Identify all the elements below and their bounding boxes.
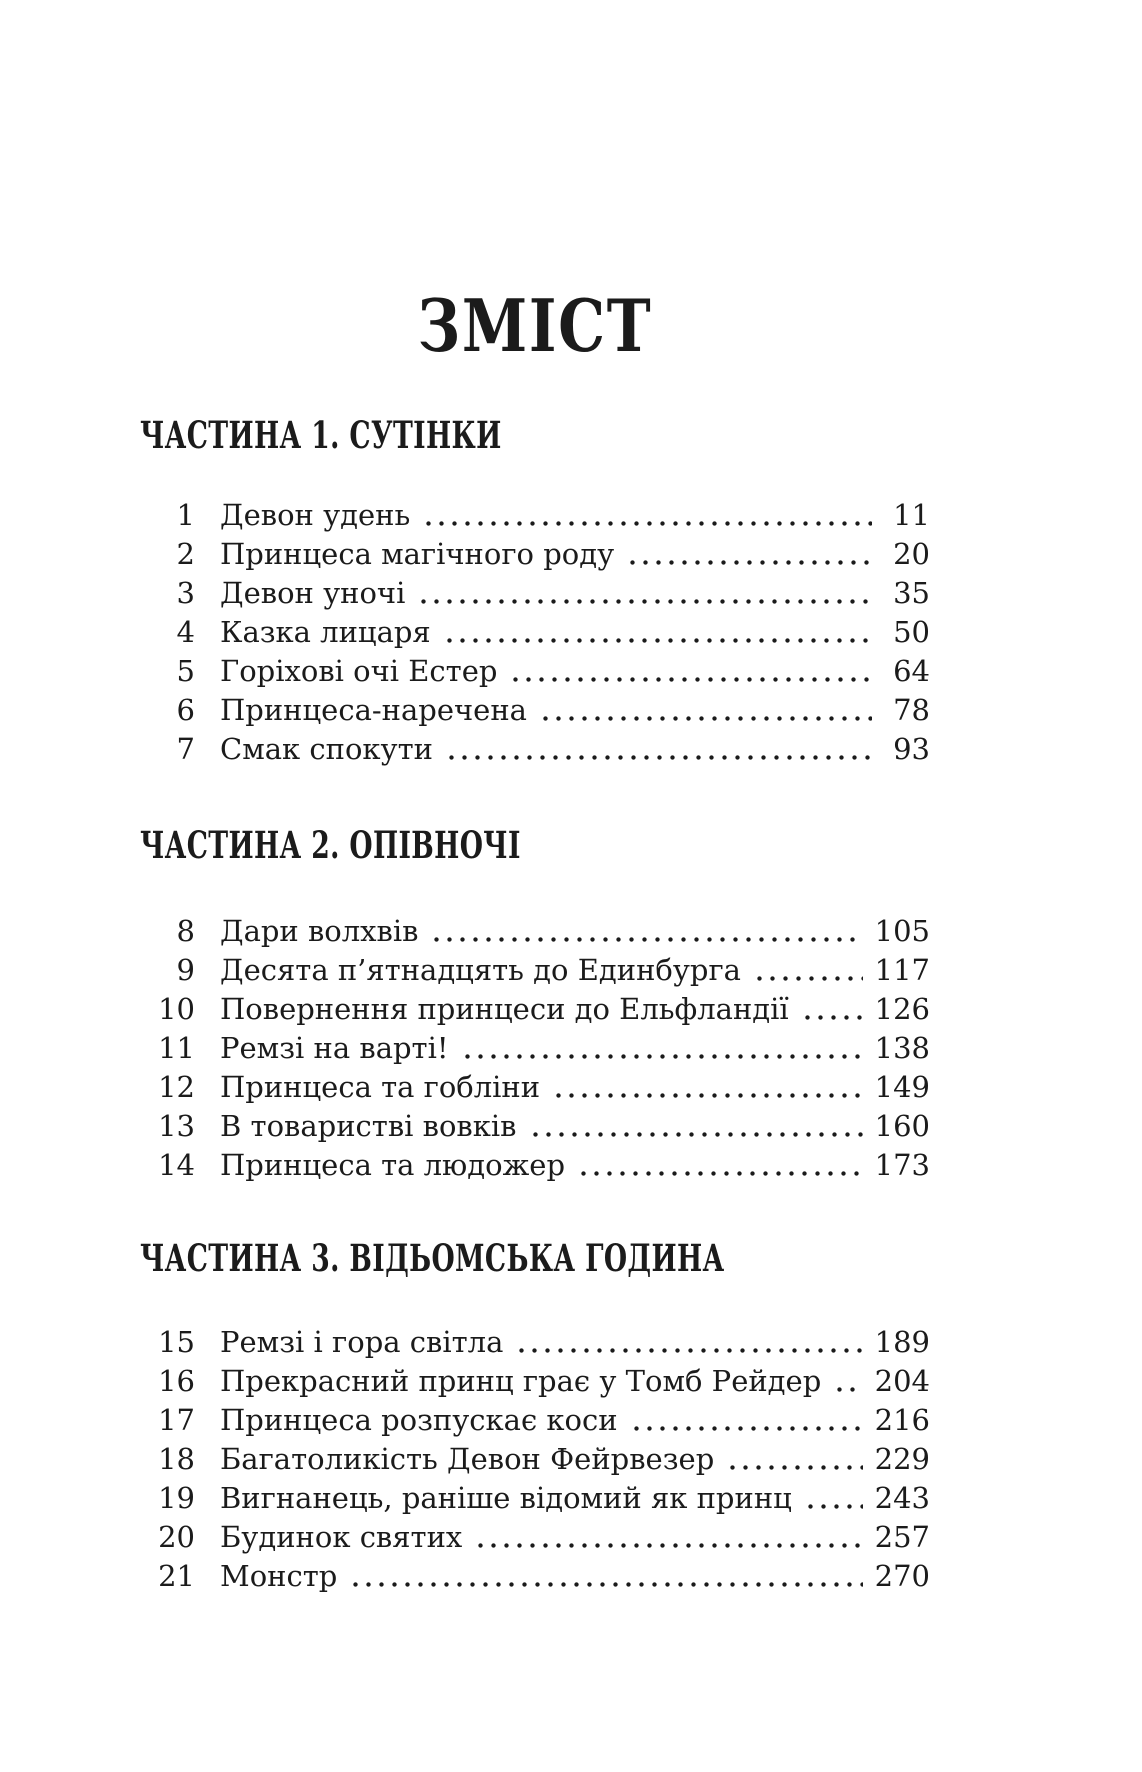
chapter-number: 15 — [158, 1325, 195, 1359]
page-number: 204 — [874, 1364, 930, 1398]
page-number: 138 — [874, 1031, 930, 1065]
chapter-number: 14 — [158, 1148, 195, 1182]
toc-row — [140, 1440, 930, 1479]
chapter-number: 12 — [158, 1070, 195, 1104]
dot-leader — [513, 1323, 862, 1362]
chapter-title: Десята п’ятнадцять до Единбурга — [220, 953, 741, 987]
page-number: 50 — [893, 615, 930, 649]
chapter-title: Багатоликість Девон Фейрвезер — [220, 1442, 715, 1476]
toc-row — [140, 613, 930, 652]
toc-row — [140, 1068, 930, 1107]
chapter-title: Принцеса-наречена — [220, 693, 527, 727]
chapter-number: 21 — [158, 1559, 195, 1593]
toc-row — [140, 1146, 930, 1185]
page-number: 117 — [874, 953, 930, 987]
toc-row — [140, 574, 930, 613]
chapter-list-part1 — [140, 496, 930, 769]
dot-leader — [441, 613, 872, 652]
page-number: 20 — [893, 537, 930, 571]
chapter-title: Ремзі і гора світла — [220, 1325, 504, 1359]
chapter-number: 4 — [176, 615, 195, 649]
toc-row — [140, 1401, 930, 1440]
dot-leader — [628, 1401, 863, 1440]
page-number: 105 — [874, 914, 930, 948]
chapter-number: 17 — [158, 1403, 195, 1437]
chapter-title: Повернення принцеси до Ельфландії — [220, 992, 789, 1026]
dot-leader — [415, 574, 872, 613]
dot-leader — [527, 1107, 863, 1146]
page-number: 126 — [874, 992, 930, 1026]
chapter-number: 11 — [158, 1031, 195, 1065]
chapter-title: Девон уночі — [220, 576, 406, 610]
chapter-title: Принцеса та гобліни — [220, 1070, 541, 1104]
chapter-title: Вигнанець, раніше відомий як принц — [220, 1481, 792, 1515]
chapter-number: 7 — [176, 732, 195, 766]
toc-row — [140, 1029, 930, 1068]
chapter-title: Казка лицаря — [220, 615, 431, 649]
chapter-list-part2 — [140, 912, 930, 1185]
toc-row — [140, 1107, 930, 1146]
page-number: 160 — [874, 1109, 930, 1143]
chapter-title: Монстр — [220, 1559, 338, 1593]
page-number: 216 — [874, 1403, 930, 1437]
chapter-number: 5 — [176, 654, 195, 688]
dot-leader — [472, 1518, 862, 1557]
page-number: 78 — [893, 693, 930, 727]
toc-row — [140, 496, 930, 535]
page-title: ЗМІСТ — [417, 283, 653, 368]
page-number: 229 — [874, 1442, 930, 1476]
toc-row — [140, 912, 930, 951]
toc-row — [140, 1362, 930, 1401]
chapter-number: 1 — [176, 498, 195, 532]
chapter-number: 19 — [158, 1481, 195, 1515]
dot-leader — [624, 535, 872, 574]
toc-row — [140, 1557, 930, 1596]
chapter-title: Дари волхвів — [220, 914, 419, 948]
page-number: 93 — [893, 732, 930, 766]
chapter-title: Будинок святих — [220, 1520, 463, 1554]
page-number: 257 — [874, 1520, 930, 1554]
dot-leader — [831, 1362, 862, 1401]
section-heading-part2: ЧАСТИНА 2. ОПІВНОЧІ — [140, 823, 521, 867]
dot-leader — [347, 1557, 862, 1596]
page-number: 173 — [874, 1148, 930, 1182]
page-number: 270 — [874, 1559, 930, 1593]
toc-row — [140, 1518, 930, 1557]
toc-row — [140, 691, 930, 730]
chapter-number: 9 — [176, 953, 195, 987]
chapter-title: Принцеса та людожер — [220, 1148, 566, 1182]
dot-leader — [550, 1068, 863, 1107]
chapter-number: 18 — [158, 1442, 195, 1476]
toc-row — [140, 990, 930, 1029]
chapter-title: Принцеса розпускає коси — [220, 1403, 618, 1437]
chapter-number: 2 — [176, 537, 195, 571]
toc-row — [140, 535, 930, 574]
chapter-number: 6 — [176, 693, 195, 727]
dot-leader — [420, 496, 872, 535]
section-heading-part3: ЧАСТИНА 3. ВІДЬОМСЬКА ГОДИНА — [140, 1236, 725, 1280]
toc-row — [140, 1323, 930, 1362]
chapter-number: 3 — [176, 576, 195, 610]
chapter-number: 10 — [158, 992, 195, 1026]
page-number: 243 — [874, 1481, 930, 1515]
chapter-list-part3 — [140, 1323, 930, 1596]
chapter-title: Ремзі на варті! — [220, 1031, 449, 1065]
dot-leader — [443, 730, 872, 769]
chapter-number: 8 — [176, 914, 195, 948]
chapter-number: 13 — [158, 1109, 195, 1143]
page-number: 64 — [893, 654, 930, 688]
dot-leader — [799, 990, 863, 1029]
dot-leader — [428, 912, 862, 951]
dot-leader — [459, 1029, 863, 1068]
page-number: 189 — [874, 1325, 930, 1359]
dot-leader — [575, 1146, 863, 1185]
page-number: 149 — [874, 1070, 930, 1104]
chapter-title: Горіхові очі Естер — [220, 654, 498, 688]
toc-content — [140, 0, 930, 1596]
dot-leader — [802, 1479, 863, 1518]
chapter-number: 20 — [158, 1520, 195, 1554]
toc-row — [140, 1479, 930, 1518]
toc-row — [140, 730, 930, 769]
chapter-title: Смак спокути — [220, 732, 433, 766]
chapter-title: В товаристві вовків — [220, 1109, 517, 1143]
chapter-title: Принцеса магічного роду — [220, 537, 615, 571]
chapter-title: Прекрасний принц грає у Томб Рейдер — [220, 1364, 822, 1398]
dot-leader — [537, 691, 872, 730]
page-number: 35 — [893, 576, 930, 610]
dot-leader — [751, 951, 863, 990]
chapter-number: 16 — [158, 1364, 195, 1398]
dot-leader — [507, 652, 872, 691]
chapter-title: Девон удень — [220, 498, 411, 532]
page-number: 11 — [893, 498, 930, 532]
toc-row — [140, 652, 930, 691]
section-heading-part1: ЧАСТИНА 1. СУТІНКИ — [140, 413, 502, 457]
dot-leader — [724, 1440, 862, 1479]
toc-row — [140, 951, 930, 990]
